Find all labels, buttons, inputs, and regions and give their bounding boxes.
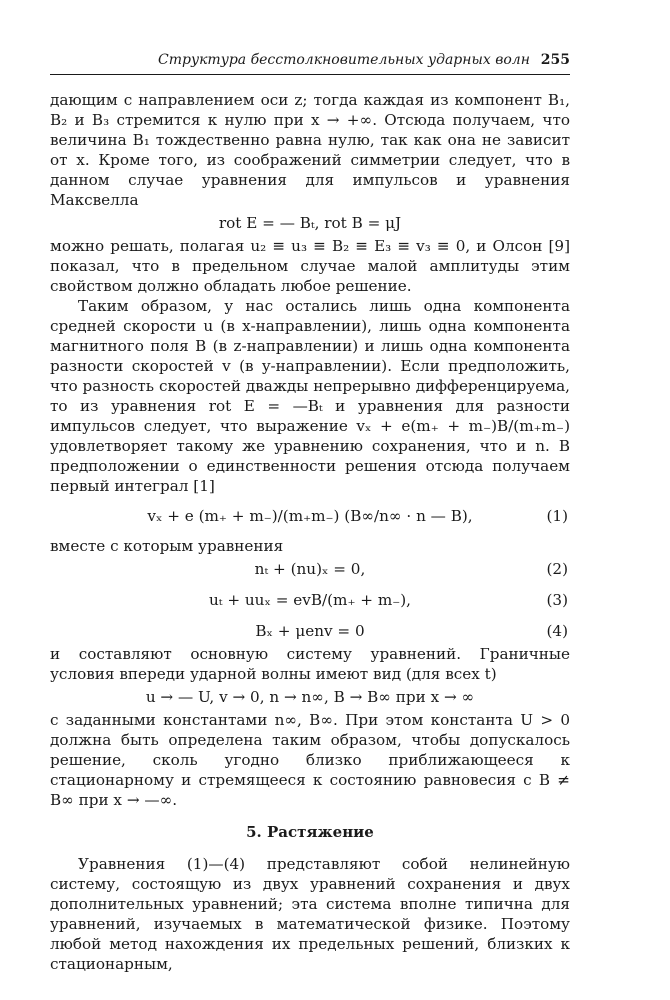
paragraph: Таким образом, у нас остались лишь одна компонента средней скорости u (в x-направлении), лишь одна компонента магнитного поля B (в z-направлении) и лишь одна компонента разности скоростей v (в y-направлении). Если предположить, что разность скоростей дважды непрерывно дифференцируема, то из уравнения rot E = —Bₜ и уравнения для разности импульсов следует, что выражение vₓ + e(m₊ + m₋)B/(m₊m₋) удовлетворяет такому же уравнению сохранения, что и n. В предположении о единственности решения отсюда получаем первый интеграл [1] [50, 297, 570, 495]
paragraph: Уравнения (1)—(4) представляют собой нелинейную систему, состоящую из двух уравнений сохранения и двух дополнительных уравнений; эта система вполне типична для уравнений, изучаемых в математической физике. Поэтому любой метод нахождения их предельных решений, близких к стационарным, [50, 855, 570, 973]
page-number: 255 [540, 52, 570, 68]
equation-1 [50, 498, 570, 534]
equation-3-number: (3) [546, 591, 568, 609]
page-body [50, 90, 570, 974]
equation-3-expr: uₜ + uuₓ = evB/(m₊ + m₋), [208, 591, 412, 609]
equation-boundary-expr: u → — U, v → 0, n → n∞, B → B∞ при x → ∞ [145, 688, 475, 706]
equation-boundary [50, 686, 570, 708]
equation-2-expr: nₜ + (nu)ₓ = 0, [254, 560, 366, 578]
equation-maxwell-expr: rot E = — Bₜ, rot B = μJ [218, 214, 402, 232]
paragraph: с заданными константами n∞, B∞. При этом константа U > 0 должна быть определена таким образом, чтобы допускалось решение, сколь угодно близко приближающееся к стационарному и стремящееся к состоянию равновесия с B ≠ B∞ при x → —∞. [50, 711, 570, 809]
equation-2 [50, 558, 570, 580]
paragraph: и составляют основную систему уравнений. Граничные условия впереди ударной волны имеют вид (для всех t) [50, 645, 570, 683]
paragraph: вместе с которым уравнения [50, 537, 284, 555]
paragraph: дающим с направлением оси z; тогда каждая из компонент B₁, B₂ и B₃ стремится к нулю при x → +∞. Отсюда получаем, что величина B₁ тождественно равна нулю, так как она не зависит от x. Кроме того, из соображений симметрии следует, что в данном случае уравнения для импульсов и уравнения Максвелла [50, 91, 570, 209]
equation-3 [50, 582, 570, 618]
equation-1-expr: vₓ + e (m₊ + m₋)/(m₊m₋) (B∞/n∞ · n — B), [147, 507, 473, 525]
equation-4-number: (4) [546, 622, 568, 640]
running-title: Структура бесстолкновительных ударных волн [158, 52, 530, 68]
paragraph: можно решать, полагая u₂ ≡ u₃ ≡ B₂ ≡ E₃ ≡ v₃ ≡ 0, и Олсон [9] показал, что в предельном случае малой амплитуды этим свойством должно обладать любое решение. [50, 237, 570, 295]
equation-4 [50, 620, 570, 642]
equation-2-number: (2) [546, 560, 568, 578]
equation-1-number: (1) [546, 507, 568, 525]
equation-4-expr: Bₓ + μenv = 0 [255, 622, 365, 640]
section-heading: 5. Растяжение [246, 823, 374, 841]
equation-maxwell [50, 212, 570, 234]
page-header [50, 52, 570, 75]
